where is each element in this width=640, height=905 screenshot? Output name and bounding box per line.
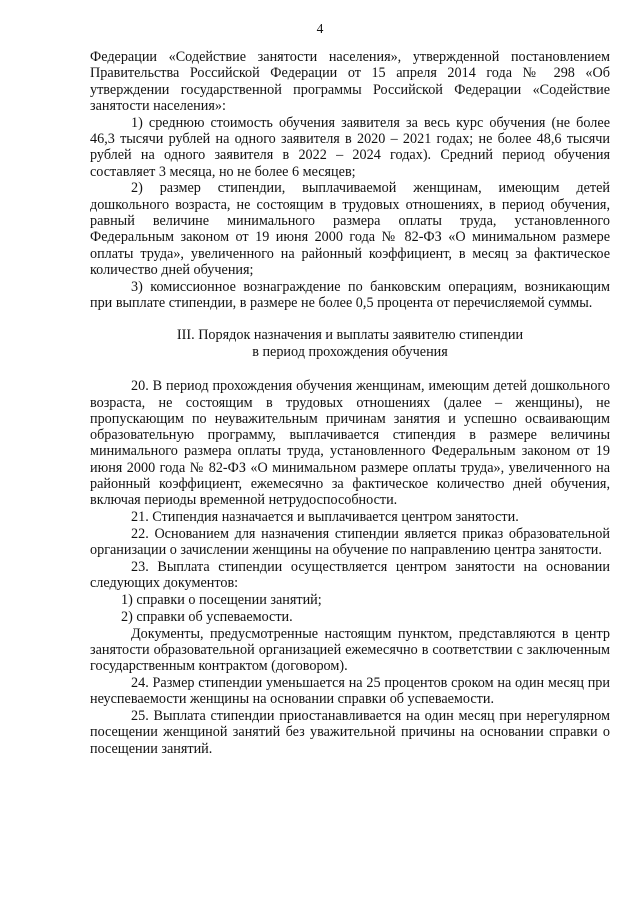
paragraph-item-3: 3) комиссионное вознаграждение по банковским операциям, возникающим при выплате стипендии, в размере не более 0,5 процента от перечисляемой суммы. xyxy=(90,278,610,311)
paragraph-23-item-1: 1) справки о посещении занятий; xyxy=(121,592,322,609)
document-body xyxy=(90,49,610,758)
paragraph-22: 22. Основанием для назначения стипендии является приказ образовательной организации о зачислении женщины на обучение по направлению центра занятости. xyxy=(90,525,610,559)
section-heading xyxy=(90,327,610,360)
paragraph-23-documents: Документы, предусмотренные настоящим пунктом, представляются в центр занятости образовательной организацией ежемесячно в соответствии с заключенным государственным контрактом (договором). xyxy=(90,625,610,675)
paragraph-21: 21. Стипендия назначается и выплачивается центром занятости. xyxy=(131,509,519,526)
paragraph-item-1: 1) среднюю стоимость обучения заявителя за весь курс обучения (не более 46,3 тысячи рублей на одного заявителя в 2020 – 2021 годах; не более 48,6 тысячи рублей на одного заявителя в 2022 – 2024 годах). Средний период обучения составляет 3 месяца, но не более 6 месяцев; xyxy=(90,114,610,180)
paragraph-23-item-2: 2) справки об успеваемости. xyxy=(121,608,293,625)
section-heading-line-1: III. Порядок назначения и выплаты заявителю стипендии xyxy=(176,327,524,344)
paragraph-20: 20. В период прохождения обучения женщинам, имеющим детей дошкольного возраста, не состоящим в трудовых отношениях (далее – женщины), не пропускающим по неуважительным причинам занятия и успешно осваивающим образовательную программу, выплачивается стипендия в размере величины минимального размера оплаты труда, установленного Федеральным законом от 19 июня 2000 года № 82-ФЗ «О минимальном размере оплаты труда», увеличенного на районный коэффициент, ежемесячно за фактическое количество дней обучения, включая периоды временной нетрудоспособности. xyxy=(90,378,610,509)
section-heading-line-2: в период прохождения обучения xyxy=(252,343,448,360)
paragraph-continuation: Федерации «Содействие занятости населения», утвержденной постановлением Правительства Российской Федерации от 15 апреля 2014 года № 298 «Об утверждении государственной программы Российской Федерации «Содействие занятости населения»: xyxy=(90,49,610,114)
paragraph-item-2: 2) размер стипендии, выплачиваемой женщинам, имеющим детей дошкольного возраста, не состоящим в трудовых отношениях, в период обучения, равный величине минимального размера оплаты труда, установленного Федеральным законом от 19 июня 2000 года № 82-ФЗ «О минимальном размере оплаты труда», увеличенного на районный коэффициент, в месяц за фактическое количество дней обучения; xyxy=(90,180,610,278)
paragraph-25: 25. Выплата стипендии приостанавливается на один месяц при нерегулярном посещении женщиной занятий без уважительной причины на основании справки о посещении занятий. xyxy=(90,708,610,757)
paragraph-24: 24. Размер стипендии уменьшается на 25 процентов сроком на один месяц при неуспеваемости женщины на основании справки об успеваемости. xyxy=(90,675,610,708)
paragraph-23: 23. Выплата стипендии осуществляется центром занятости на основании следующих документов: xyxy=(90,559,610,592)
page-number: 4 xyxy=(316,21,324,36)
